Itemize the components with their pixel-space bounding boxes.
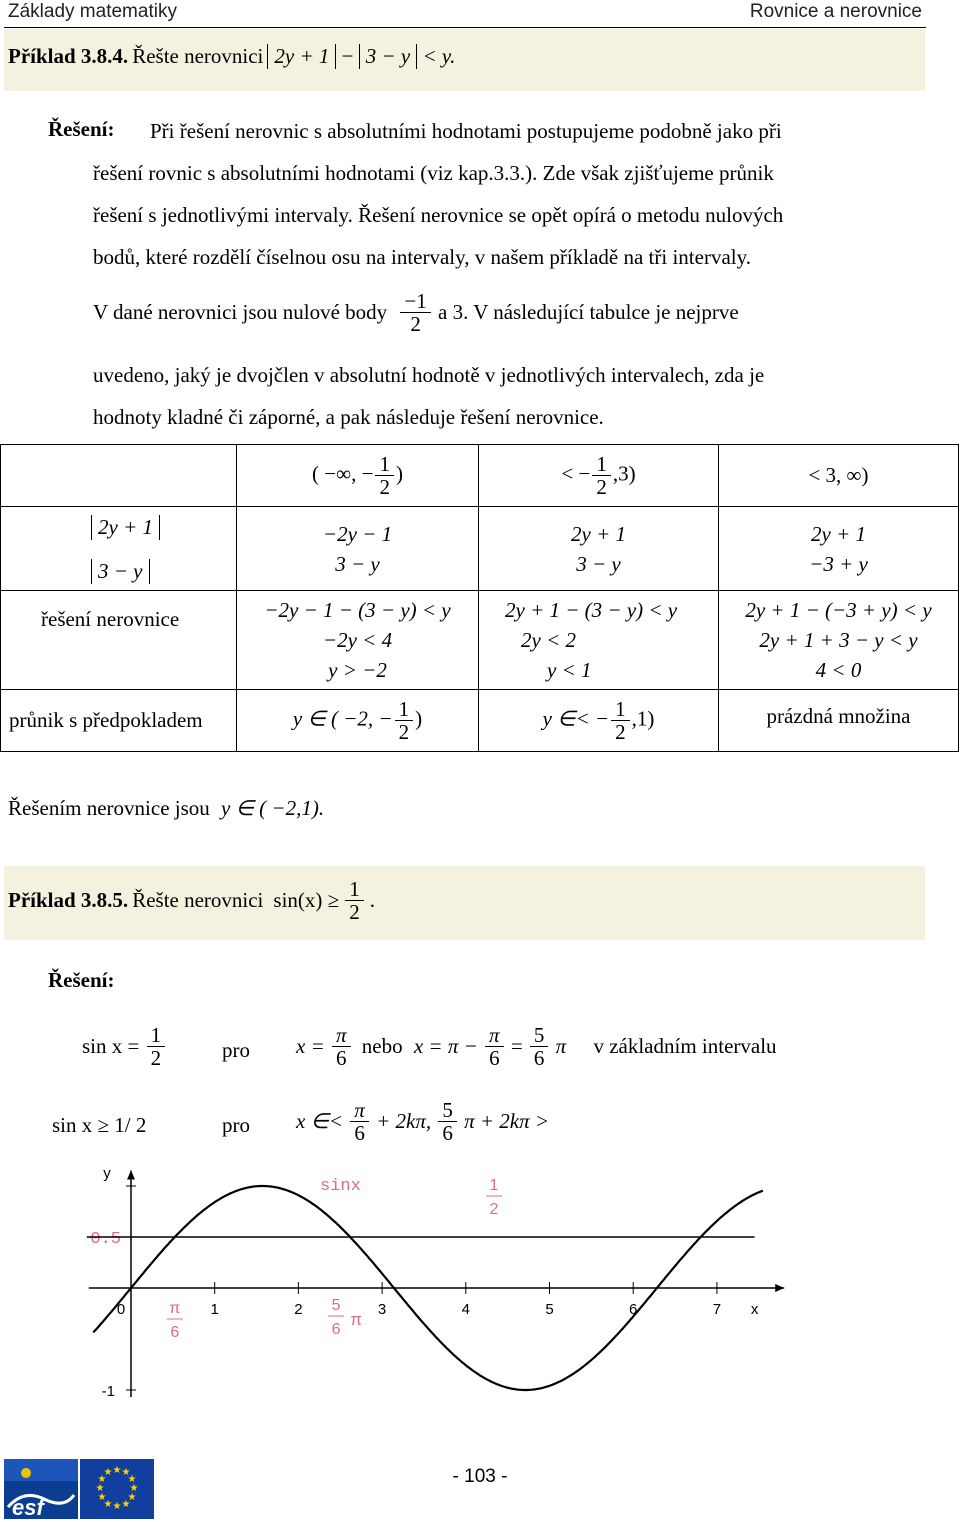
- fraction-denominator: 2: [379, 475, 390, 499]
- example-prompt: Řešte nerovnici: [132, 44, 264, 68]
- solution-1-step-1: −2y − 1 − (3 − y) < y: [264, 598, 451, 622]
- solution-label: Řešení:: [48, 117, 115, 141]
- row-label-solutions: řešení nerovnice: [41, 607, 180, 631]
- svg-text:★: ★: [103, 1499, 113, 1510]
- fraction-numerator: 1: [592, 453, 611, 476]
- svg-text:★: ★: [129, 1483, 139, 1494]
- pi-over-6-fraction: [332, 1024, 351, 1069]
- x-tick-label: 7: [712, 1301, 722, 1318]
- result-math: y ∈ ( −2,1).: [221, 796, 325, 820]
- table-row-intervals: [1, 445, 959, 507]
- solution-line-2: řešení rovnic s absolutními hodnotami (viz kap.3.3.). Zde však zjišťujeme průnik: [93, 161, 774, 185]
- x-axis-arrow: [775, 1284, 784, 1292]
- example-inequality: [267, 44, 455, 68]
- zero-points-prefix: V dané nerovnici jsou nulové body: [93, 300, 388, 325]
- svg-text:★: ★: [127, 1474, 137, 1485]
- solution-1-step-2: −2y < 4: [322, 628, 393, 652]
- sin-eq-fraction: [147, 1024, 166, 1069]
- fraction-numerator: 5: [438, 1099, 457, 1122]
- solution-2-label: Řešení:: [48, 968, 115, 992]
- x-in: x ∈<: [296, 1109, 349, 1134]
- result-line: [8, 796, 324, 821]
- intersection-1-pre: y ∈ ( −2, −: [292, 706, 393, 731]
- intersection-cell-3: [719, 690, 959, 752]
- svg-text:★: ★: [121, 1467, 131, 1478]
- intersection-label-cell: [1, 690, 237, 752]
- pi-symbol: π: [555, 1034, 567, 1059]
- example-box-2: [4, 866, 925, 940]
- annotation-one-half-denominator: 2: [489, 1201, 499, 1218]
- zero-points-line: [93, 290, 739, 335]
- interval-2-fraction: [592, 453, 611, 498]
- pro-label-2: pro: [222, 1113, 250, 1137]
- solution-line-4: bodů, které rozdělí číselnou osu na intervaly, v našem příkladě na tři intervaly.: [93, 245, 751, 269]
- solution-line-1: Při řešení nerovnic s absolutními hodnotami postupujeme podobně jako při: [150, 119, 782, 143]
- solution-cell-3: [719, 591, 959, 690]
- solution-line-6: uvedeno, jaký je dvojčlen v absolutní hodnotě v jednotlivých intervalech, zda je: [93, 363, 765, 387]
- fraction-numerator: −1: [400, 290, 430, 313]
- annotation-5pi-over-6-denominator: 6: [331, 1321, 341, 1338]
- svg-text:★: ★: [103, 1467, 113, 1478]
- pro-label-1: pro: [222, 1038, 250, 1062]
- binomial-cell-1: [237, 507, 479, 591]
- fraction-numerator: π: [485, 1024, 504, 1047]
- page-header: [0, 0, 960, 28]
- fraction-denominator: 2: [410, 312, 421, 337]
- fraction-numerator: 1: [147, 1024, 166, 1047]
- five-over-6-fraction-2: [438, 1099, 457, 1144]
- fraction-numerator: 1: [395, 698, 414, 721]
- svg-text:esf: esf: [12, 1495, 44, 1520]
- x-axis-label: x: [750, 1301, 759, 1318]
- solution-1-step-3: y > −2: [328, 658, 387, 682]
- header-rule: [4, 27, 926, 28]
- binomial-1b: 3 − y: [335, 551, 380, 576]
- fraction-numerator: 1: [345, 878, 364, 901]
- interval-cell-3: [719, 445, 959, 507]
- intersection-1-post: ): [415, 706, 423, 731]
- y-tick-label: 0.5: [90, 1230, 121, 1249]
- x-eq-1: x =: [296, 1034, 325, 1059]
- interval-1-pre: ( −∞, −: [312, 461, 374, 486]
- solution-2-step-3: y < 1: [547, 658, 592, 682]
- abs-2y-plus-1: 2y + 1: [267, 44, 336, 69]
- annotation-5pi-over-6-numerator: 5: [331, 1297, 341, 1314]
- pi-over-6-fraction-3: [350, 1099, 369, 1144]
- annotation-pi-over-6-denominator: 6: [170, 1324, 180, 1341]
- fraction-denominator: 2: [615, 720, 626, 744]
- binomial-cell-3: [719, 507, 959, 591]
- x-tick-label: 0: [116, 1301, 126, 1318]
- sin-eq-lhs: sin x =: [82, 1034, 140, 1059]
- x-interval-row: [296, 1099, 549, 1144]
- y-axis-arrow: [127, 1171, 135, 1180]
- svg-text:★: ★: [97, 1474, 107, 1485]
- pi-over-6-fraction-2: [485, 1024, 504, 1069]
- inequality-rhs: < y.: [422, 44, 456, 68]
- interval-cell-1: [237, 445, 479, 507]
- minus-sign: −: [341, 44, 354, 68]
- binomial-3b: −3 + y: [809, 551, 868, 576]
- y-tick-label: -1: [101, 1383, 115, 1400]
- solution-line-7: hodnoty kladné či záporné, a pak následuje řešení nerovnice.: [93, 405, 604, 429]
- fraction-denominator: 6: [533, 1046, 545, 1071]
- interval-1-post: ): [395, 461, 403, 486]
- table-row-solutions: [1, 591, 959, 690]
- fraction-denominator: 6: [442, 1121, 453, 1146]
- x-tick-label: 3: [377, 1301, 387, 1318]
- example-2-prompt: Řešte nerovnici: [132, 888, 264, 913]
- example-2-math: sin(x) ≥: [273, 888, 340, 913]
- example-2-period: .: [369, 888, 375, 913]
- interval-2-post: ,3): [612, 461, 636, 486]
- fraction-denominator: 6: [336, 1046, 347, 1071]
- solution-cell-2: [479, 591, 719, 690]
- header-book-title: Základy matematiky: [8, 1, 177, 22]
- annotation-5pi-over-6-pi: π: [350, 1310, 362, 1329]
- sin-equation-row: [82, 1024, 167, 1069]
- binomial-cell-2: [479, 507, 719, 591]
- solution-3-step-2: 2y + 1 + 3 − y < y: [759, 628, 918, 652]
- sine-chart: [80, 1165, 820, 1422]
- interval-cell-2: [479, 445, 719, 507]
- zero-point-fraction: [400, 290, 430, 335]
- x-tick-label: 4: [461, 1301, 470, 1318]
- x-solutions-row: [296, 1024, 777, 1069]
- intersection-3-empty-set: prázdná množina: [766, 704, 911, 728]
- fraction-denominator: 6: [489, 1046, 500, 1071]
- interval-tail: π + 2kπ >: [464, 1109, 550, 1134]
- solution-2-step-2: 2y < 2: [521, 628, 576, 652]
- binomial-1a: −2y − 1: [322, 521, 393, 546]
- x-tick-label: 2: [294, 1301, 303, 1318]
- intersection-2-pre: y ∈< −: [542, 706, 610, 731]
- result-text: Řešením nerovnice jsou: [8, 796, 210, 820]
- binomial-labels-cell: [1, 507, 237, 591]
- solution-table: [0, 444, 959, 752]
- example-label: Příklad 3.8.4.: [8, 44, 129, 68]
- intersection-2-post: ,1): [631, 706, 655, 731]
- fraction-numerator: π: [350, 1099, 369, 1122]
- series-label: sinx: [320, 1177, 361, 1196]
- five-over-6-fraction: [530, 1024, 549, 1069]
- fraction-numerator: 5: [530, 1024, 549, 1047]
- svg-text:★: ★: [95, 1483, 105, 1494]
- intersection-cell-2: [479, 690, 719, 752]
- equals-sign: =: [510, 1034, 523, 1059]
- solution-2-step-1: 2y + 1 − (3 − y) < y: [505, 598, 678, 622]
- fraction-denominator: 2: [349, 900, 360, 925]
- annotation-pi-over-6-numerator: π: [169, 1300, 181, 1317]
- svg-text:★: ★: [127, 1492, 137, 1503]
- abs-3-minus-y: 3 − y: [359, 44, 418, 69]
- x-tick-label: 5: [545, 1301, 554, 1318]
- interval-3-text: < 3, ∞): [808, 463, 869, 487]
- fraction-numerator: π: [332, 1024, 351, 1047]
- solution-line-3: řešení s jednotlivými intervaly. Řešení nerovnice se opět opírá o metodu nulových: [93, 203, 784, 227]
- row-label-abs-b: 3 − y: [91, 559, 150, 584]
- row-label-intersection: průnik s předpokladem: [9, 708, 203, 732]
- fraction-numerator: 1: [611, 698, 630, 721]
- svg-text:★: ★: [112, 1465, 122, 1476]
- solution-cell-1: [237, 591, 479, 690]
- example-2-fraction: [345, 878, 364, 923]
- y-axis-label: y: [103, 1165, 111, 1182]
- intersection-2-fraction: [611, 698, 630, 743]
- fraction-denominator: 2: [150, 1046, 162, 1071]
- x-tick-label: 1: [210, 1301, 219, 1318]
- svg-text:★: ★: [112, 1501, 122, 1512]
- example-box-1: [4, 29, 925, 91]
- table-corner-cell: [1, 445, 237, 507]
- table-row-intersections: [1, 690, 959, 752]
- intersection-cell-1: [237, 690, 479, 752]
- header-chapter-title: Rovnice a nerovnice: [749, 1, 922, 22]
- svg-text:★: ★: [121, 1499, 131, 1510]
- x-tick-label: 6: [629, 1301, 638, 1318]
- row-label-abs-a: 2y + 1: [91, 515, 160, 540]
- basic-interval-text: v základním intervalu: [593, 1034, 777, 1059]
- nebo-text: nebo: [361, 1034, 403, 1059]
- example-2-label: Příklad 3.8.5.: [8, 888, 129, 913]
- table-row-binomials: [1, 507, 959, 591]
- binomial-2a: 2y + 1: [571, 521, 626, 546]
- interval-2-pre: < −: [561, 461, 591, 486]
- zero-points-suffix: a 3. V následující tabulce je nejprve: [438, 300, 739, 325]
- sin-ineq-lhs: sin x ≥ 1/ 2: [52, 1113, 147, 1137]
- svg-text:★: ★: [97, 1492, 107, 1503]
- solution-3-step-1: 2y + 1 − (−3 + y) < y: [745, 598, 932, 622]
- fraction-denominator: 2: [596, 475, 607, 499]
- fraction-denominator: 2: [398, 720, 410, 744]
- intersection-1-fraction: [395, 698, 414, 743]
- fraction-denominator: 6: [354, 1121, 365, 1146]
- binomial-2b: 3 − y: [576, 551, 621, 576]
- plus-2kpi: + 2kπ,: [376, 1109, 432, 1134]
- fraction-numerator: 1: [375, 453, 394, 476]
- x-eq-2: x = π −: [413, 1034, 478, 1059]
- annotation-one-half-numerator: 1: [489, 1177, 499, 1194]
- page-number: - 103 -: [452, 1466, 508, 1487]
- binomial-3a: 2y + 1: [811, 521, 866, 546]
- interval-1-fraction: [375, 453, 394, 498]
- solution-3-step-3: 4 < 0: [815, 658, 862, 682]
- solutions-label-cell: [1, 591, 237, 690]
